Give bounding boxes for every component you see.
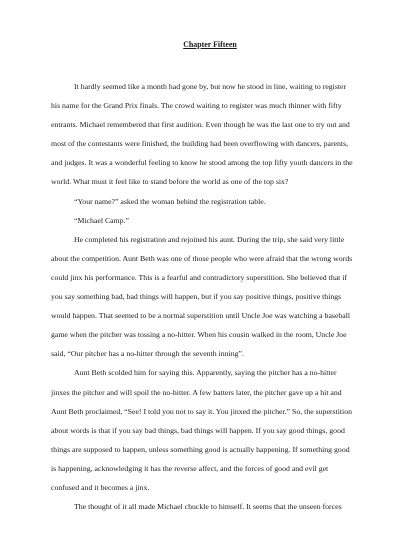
text-line: The thought of it all made Michael chuckle to himself. It seems that the unseen forces bbox=[74, 502, 342, 512]
text-line: about the competition. Aunt Beth was one of those people who were afraid that the wrong words bbox=[51, 253, 353, 263]
text-line: “Your name?” asked the woman behind the registration table. bbox=[74, 196, 266, 206]
text-line: is happening, acknowledging it has the reverse affect, and the forces of good and evil get bbox=[51, 463, 329, 473]
text-line: game when the pitcher was tossing a no-hitter. When his cousin walked in the room, Uncle Joe bbox=[51, 330, 347, 340]
text-line: could jinx his performance. This is a fearful and contradictory superstition. She believed that if bbox=[51, 272, 348, 282]
text-line: things are supposed to happen, unless something good is actually happening. If something good bbox=[51, 444, 350, 454]
chapter-title: Chapter Fifteen bbox=[183, 40, 237, 49]
text-line: most of the contestants were finished, the building had been overflowing with dancers, parents, bbox=[51, 139, 349, 149]
text-line: world. What must it feel like to stand before the world as one of the top six? bbox=[51, 177, 289, 187]
text-line: would happen. That seemed to be a normal superstition until Uncle Joe was watching a baseball bbox=[51, 311, 351, 321]
text-line: confused and it becomes a jinx. bbox=[51, 482, 150, 492]
text-line: He completed his registration and rejoined his aunt. During the trip, she said very little bbox=[74, 234, 345, 244]
text-line: about words is that if you say bad things, bad things will happen. If you say good things, good bbox=[51, 425, 345, 435]
text-line: Aunt Beth proclaimed, “See! I told you not to say it. You jinxed the pitcher.” So, the superstition bbox=[51, 406, 353, 416]
text-line: said, “Our pitcher has a no-hitter through the seventh inning”. bbox=[51, 349, 244, 359]
text-line: “Michael Camp.” bbox=[74, 215, 129, 225]
text-line: you say something bad, bad things will happen, but if you say positive things, positive things bbox=[51, 292, 342, 302]
text-line: and judges. It was a wonderful feeling to know he stood among the top fifty youth dancers in the bbox=[51, 158, 353, 168]
text-line: jinxes the pitcher and will spoil the no-hitter. A few batters later, the pitcher gave up a hit and bbox=[51, 387, 342, 397]
text-line: his name for the Grand Prix finals. The crowd waiting to register was much thinner with fifty bbox=[51, 101, 342, 111]
text-line: entrants. Michael remembered that first audition. Even though he was the last one to try out and bbox=[51, 120, 350, 130]
body-text bbox=[51, 77, 370, 516]
text-line: It hardly seemed like a month had gone by, but now he stood in line, waiting to register bbox=[74, 82, 347, 91]
text-line: Aunt Beth scolded him for saying this. Apparently, saying the pitcher has a no-hitter bbox=[74, 368, 337, 378]
